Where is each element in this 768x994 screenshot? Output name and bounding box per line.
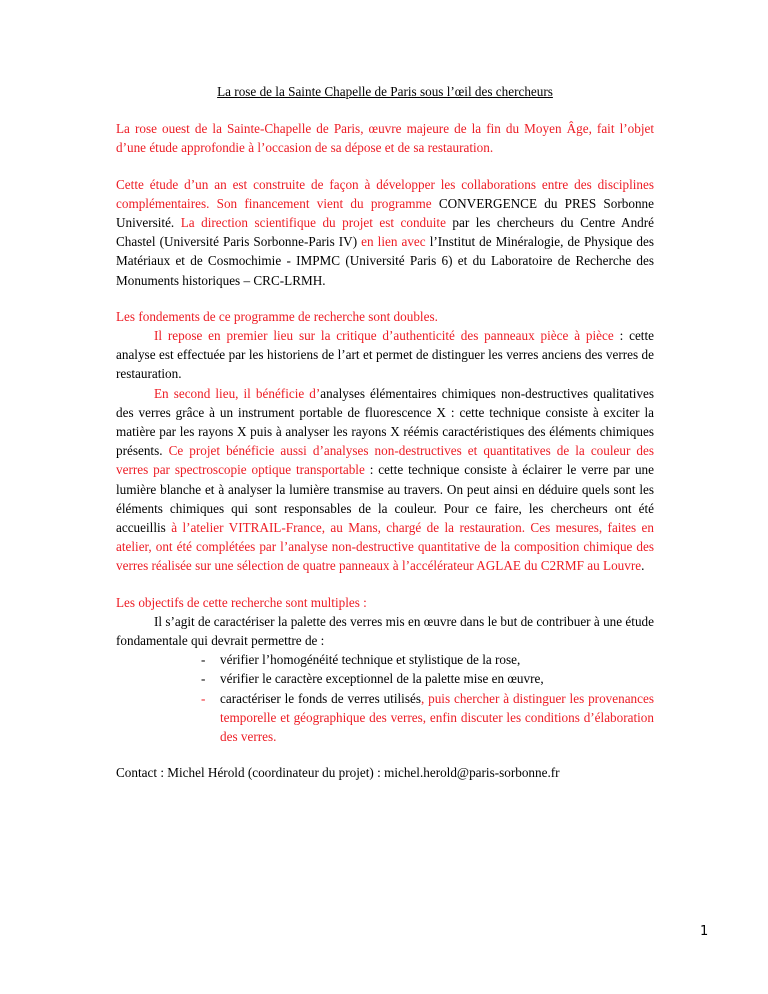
list-item-text: vérifier l’homogénéité technique et stylistique de la rose, (220, 652, 521, 668)
collab-sentence-2: Son financement vient du programme (209, 195, 439, 211)
collab-institutes: l’Institut de Minéralogie, de Physique des Matériaux et de Cosmochimie - IMPMC (Université Paris 6) et du Laboratoire de Recherche des Monuments historiques – CRC-LRMH. (116, 234, 654, 288)
document-page (116, 82, 654, 783)
objectives-lead: Les objectifs de cette recherche sont multiples : (116, 594, 367, 610)
collab-program: CONVERGENCE du PRES Sorbonne Université. (116, 195, 654, 231)
dash-marker: - (201, 690, 206, 706)
objectives-list (116, 650, 654, 746)
collab-direction: La direction scientifique du projet est conduite (174, 215, 446, 231)
atelier-period: . (641, 558, 645, 574)
dash-marker: - (201, 671, 206, 687)
page-title: La rose de la Sainte Chapelle de Paris sous l’œil des chercheurs (217, 84, 553, 99)
contact-line: Contact : Michel Hérold (coordinateur du projet) : michel.herold@paris-sorbonne.fr (116, 765, 560, 781)
intro-paragraph: La rose ouest de la Sainte-Chapelle de Paris, œuvre majeure de la fin du Moyen Âge, fait l’objet d’une étude approfondie à l’occasion de sa dépose et de sa restauration. (116, 121, 654, 156)
list-item-red-text: , puis chercher à distinguer les provenances temporelle et géographique des verres, enfin discuter les conditions d’élaboration des verres. (220, 690, 654, 745)
foundations-lead: Les fondements de ce programme de recherche sont doubles. (116, 308, 438, 324)
list-item (116, 650, 654, 669)
spectroscopy-text: Ce projet bénéficie aussi d’analyses non-destructives et quantitatives de la couleur des verres par spectroscopie optique transportable (116, 443, 654, 478)
foundations-second (116, 384, 654, 576)
fluorescence-text: analyses élémentaires chimiques non-destructives qualitatives des verres grâce à un instrument portable de fluorescence X : cette technique consiste à exciter la matière par les rayons X puis à analyser les rayons X réémis caractéristiques des éléments chimiques présents. (116, 385, 654, 459)
objectives-text: Il s’agit de caractériser la palette des verres mis en œuvre dans le but de contribuer à une étude fondamentale qui devrait permettre de : (116, 613, 654, 649)
list-item (116, 689, 654, 747)
atelier-text: à l’atelier VITRAIL-France, au Mans, chargé de la restauration. Ces mesures, faites en atelier, ont été complétées par l’analyse non-destructive quantitative de la composition chimique des verres réalisée sur une sélection de quatre panneaux à l’accélérateur AGLAE du C2RMF au Louvre (116, 520, 654, 574)
collab-sentence-1: Cette étude d’un an est construite de façon à développer les collaborations entre des disciplines complémentaires. (116, 176, 654, 211)
collab-link: en lien avec (361, 234, 426, 250)
spectroscopy-detail: : cette technique consiste à éclairer le verre par une lumière blanche et à analyser la lumière transmise au travers. On peut ainsi en déduire quels sont les éléments chimiques qui sont responsables de la couleur. Pour ce faire, les chercheurs ont été accueillis (116, 462, 654, 536)
collaboration-paragraph (116, 175, 654, 290)
collab-chastel: par les chercheurs du Centre André Chastel (Université Paris Sorbonne-Paris IV) (116, 215, 655, 250)
list-item-text: vérifier le caractère exceptionnel de la palette mise en œuvre, (220, 671, 544, 687)
list-item (116, 669, 654, 688)
dash-marker: - (201, 652, 206, 668)
authenticity-detail: : cette analyse est effectuée par les historiens de l’art et permet de distinguer les verres anciens des verres de restauration. (116, 328, 654, 382)
foundations-first (116, 326, 654, 384)
page-number: 1 (700, 924, 709, 939)
second-lead: En second lieu, il bénéficie d’ (154, 385, 321, 401)
authenticity-text: Il repose en premier lieu sur la critique d’authenticité des panneaux pièce à pièce (154, 328, 614, 344)
list-item-text: caractériser le fonds de verres utilisés (220, 690, 421, 706)
